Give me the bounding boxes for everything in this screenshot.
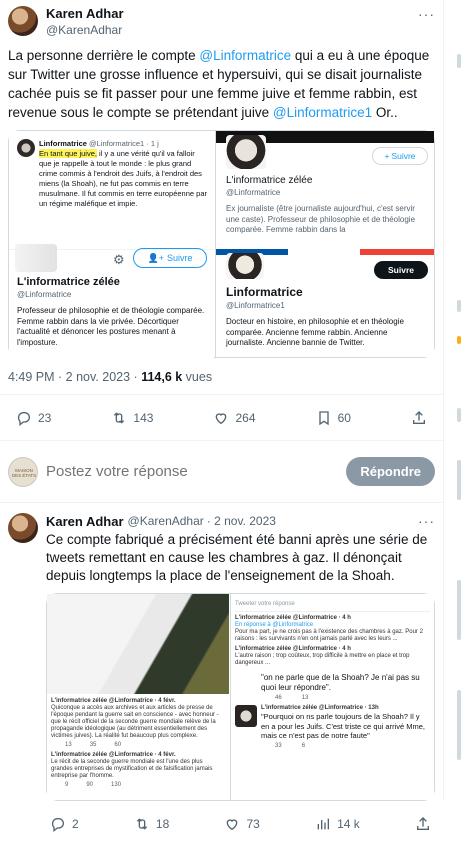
bookmark-icon — [316, 410, 332, 426]
retweet-icon — [134, 816, 150, 832]
tweet-text-part: qui a eu à une époque sur Twitter une grosse influence et hypersuivi, qui se disait journaliste cachée puis se fit passer pour une femme juive et femme rabbin, est revenue sous le compte se prétendant juive — [8, 48, 430, 120]
profile-bio-left: Professeur de philosophie et de théologie comparée. Femme rabbin dans la vie privée. Décortiquer l'actualité et dénoncer les postures menant à l'imposture. — [17, 306, 205, 347]
media-left-tweet2-stats — [65, 782, 225, 789]
like-action[interactable] — [213, 410, 255, 426]
reply-input[interactable] — [46, 463, 346, 480]
profile-bio-right-top: Ex journaliste (être journaliste aujourd'hui, c'est servir une caste). Professeur de philosophie et de théologie comparée. Femme rabbin dans la — [226, 204, 416, 234]
profile-name-right-top: L'informatrice zélée — [226, 175, 313, 186]
reply-tweet — [0, 503, 443, 847]
sidebar-fragment — [457, 336, 461, 344]
profile-avatar-right-bottom — [226, 253, 264, 279]
follow-button-left[interactable] — [133, 248, 207, 268]
media-left-tweet1-text: Quiconque a accès aux archives et aux articles de presse de l'époque pendant la guerre sait en conscience - avec honneur - que le récit officiel de la seconde guerre mondiale relève de la propagande idéologique (au détriment essentiellement des victimes juives). La réalité fut beaucoup plus complexe. — [51, 705, 219, 739]
mention-link[interactable]: @Linformatrice — [199, 48, 292, 63]
share-icon — [411, 410, 427, 426]
bookmark-count: 60 — [337, 410, 351, 425]
reply-count: 2 — [72, 817, 79, 831]
retweet-count: 143 — [133, 410, 154, 425]
reply-author-avatar[interactable] — [8, 513, 38, 543]
media-left-tweet1-header: L'informatrice zélée @Linformatrice · 4 févr. — [51, 698, 176, 704]
tweet-image[interactable] — [8, 130, 435, 358]
avatar-logo-text: MAISON DES ÉTATS — [11, 467, 37, 478]
author-name[interactable]: Karen Adhar — [46, 6, 124, 21]
author-avatar[interactable] — [8, 6, 38, 36]
profile-handle-left: @Linformatrice — [17, 290, 72, 299]
media-right-t1-sub: En réponse à @Linformatrice — [235, 622, 314, 628]
stat: 13 — [65, 742, 72, 748]
profile-card-left — [9, 249, 214, 359]
stat: 90 — [86, 782, 94, 788]
reply-image[interactable] — [46, 593, 435, 801]
views-action[interactable] — [315, 816, 360, 832]
bookmark-action[interactable] — [316, 410, 351, 426]
quoted-avatar — [17, 139, 35, 157]
share-icon — [415, 816, 431, 832]
share-action[interactable] — [415, 816, 431, 832]
retweet-action[interactable] — [134, 816, 169, 832]
retweet-action[interactable] — [111, 410, 153, 426]
stat: 35 — [89, 742, 97, 748]
media-left-tweets — [47, 694, 229, 800]
stat: 6 — [301, 742, 306, 749]
profile-bio-right-bottom: Docteur en histoire, en philosophie et en théologie comparée. Ancienne femme rabbin. Ancienne journaliste. Ancienne bannie de Twitter. — [226, 317, 404, 347]
share-action[interactable] — [411, 410, 427, 426]
reply-tweet-body — [46, 513, 435, 847]
reply-icon — [16, 410, 32, 426]
add-user-icon: + — [384, 151, 390, 161]
tweet-text-part: La personne derrière le compte — [8, 48, 200, 63]
media-right-t1-text: Pour ma part, je ne crois pas à l'existence des chambres à gaz. Pour 2 raisons : les survivants n'en ont jamais parlé avec les leurs ... — [235, 629, 423, 642]
mention-link[interactable]: @Linformatrice1 — [272, 105, 373, 120]
like-count: 264 — [235, 410, 256, 425]
follow-button-right-top[interactable] — [372, 147, 428, 165]
stat: 60 — [114, 742, 122, 748]
views-label: vues — [182, 370, 213, 384]
reply-composer — [0, 441, 443, 503]
media-quote1: "on ne parle que de la Shoah? Je n'ai pas su quoi leur répondre". — [261, 673, 420, 692]
reply-tweet-text: Ce compte fabriqué a précisément été banni après une série de tweets remettant en cause les chambres à gaz. Il dénonçait depuis longtemps la place de l'enseignement de la Shoah. — [46, 532, 428, 583]
reply-date[interactable]: · 2 nov. 2023 — [206, 514, 276, 528]
user-avatar[interactable] — [8, 457, 38, 487]
profile-card-right-bottom — [215, 249, 434, 357]
views-chart-icon — [315, 816, 331, 832]
quoted-handle: @Linformatrice1 · 1 j — [89, 139, 159, 148]
follow-label: Suivre — [391, 151, 416, 161]
main-tweet-actions — [0, 395, 443, 441]
stat: 13 — [301, 695, 309, 701]
quoted-name: Linformatrice — [39, 139, 87, 148]
media-right-t1-header: L'informatrice zélée @Linformatrice · 4 h — [235, 615, 351, 621]
media-quote2-stats — [275, 743, 430, 750]
sidebar-fragment — [457, 54, 461, 68]
profile-handle-right-bottom: @Linformatrice1 — [226, 301, 285, 310]
reply-author-handle[interactable]: @KarenAdhar — [127, 514, 204, 528]
media-right-t2-text: L'autre raison ; trop coûteux, trop difficile à mettre en place et trop dangereux ... — [235, 653, 410, 666]
heart-icon — [213, 410, 229, 426]
sidebar-fragment — [457, 408, 461, 422]
follow-button-right-bottom[interactable]: Suivre — [374, 261, 428, 279]
media-left-tweet1-stats — [65, 742, 225, 749]
profile-card-right-top — [215, 131, 434, 261]
quoted-text: il y a une vérité qu'il va falloir que je rappelle à tout le monde : le plus grand crime commis à l'endroit des Juifs, à l'endroit des miens (la Shoah), ne fut pas commis en terre musulmane. Il fut commis en terre européenne par un régime maléfique et impie. — [39, 148, 207, 208]
stat: 9 — [65, 782, 69, 788]
media-left-tweet2-header: L'informatrice zélée @Linformatrice · 4 févr. — [51, 752, 176, 758]
sidebar-fragment — [457, 460, 461, 500]
more-options-icon[interactable]: ··· — [418, 513, 435, 529]
quoted-highlight: En tant que juive, — [39, 148, 97, 158]
like-count: 73 — [246, 817, 260, 831]
views-count: 114,6 k — [141, 370, 183, 384]
reply-author-name[interactable]: Karen Adhar — [46, 513, 124, 529]
media-reply-placeholder: Tweeter votre réponse — [235, 598, 430, 612]
media-photo — [47, 594, 229, 694]
add-user-icon: 👤+ — [147, 252, 164, 263]
reply-icon — [50, 816, 66, 832]
media-right-tweets — [230, 594, 434, 800]
reply-count: 23 — [38, 410, 52, 425]
media-quote2: "Pourquoi on ns parle toujours de la Shoah? Il y en a pour les Juifs. C'est triste ce qui arrivé Mme, mais ce n'est pas de notre faute" — [261, 712, 425, 740]
stat: 33 — [275, 742, 282, 749]
gear-icon[interactable]: ⚙ — [113, 252, 125, 267]
profile-avatar-right-top — [226, 135, 266, 169]
stat: 46 — [275, 695, 282, 701]
quoted-tweet-screenshot — [9, 131, 214, 249]
like-action[interactable] — [224, 816, 259, 832]
author-names — [46, 6, 124, 38]
sidebar-fragment — [457, 690, 461, 760]
reply-action[interactable] — [16, 410, 51, 426]
stat: 130 — [111, 782, 122, 788]
media-quote1-stats — [275, 695, 430, 702]
media-left-tweet2-text: Le récit de la seconde guerre mondiale est l'une des plus grandes entreprises de mystification et de falsification jamais entreprise par l'homme. — [51, 759, 213, 779]
right-sidebar-edge — [445, 0, 461, 800]
author-handle[interactable]: @KarenAdhar — [46, 23, 123, 37]
profile-handle-right-top: @Linformatrice — [226, 188, 281, 197]
profile-name-right-bottom: Linformatrice — [226, 285, 303, 299]
reply-action[interactable] — [50, 816, 79, 832]
main-tweet-header — [0, 0, 443, 38]
sidebar-fragment — [457, 300, 461, 312]
heart-icon — [224, 816, 240, 832]
views-count: 14 k — [337, 817, 360, 831]
media-quote2-header: L'informatrice zélée @Linformatrice · 13h — [261, 705, 379, 711]
tweet-meta — [0, 358, 443, 395]
follow-label: Suivre — [166, 253, 193, 263]
reply-tweet-actions — [46, 801, 435, 847]
retweet-icon — [111, 410, 127, 426]
profile-name-left: L'informatrice zélée — [17, 276, 120, 288]
tweet-timestamp[interactable]: 4:49 PM · 2 nov. 2023 · — [8, 370, 142, 384]
media-quote2-avatar — [235, 705, 257, 727]
tweet-text-part: Or.. — [372, 105, 398, 120]
sidebar-fragment — [457, 580, 461, 640]
retweet-count: 18 — [155, 817, 170, 831]
main-tweet-text — [0, 46, 443, 122]
media-right-t2-header: L'informatrice zélée @Linformatrice · 4 h — [235, 646, 351, 652]
profile-avatar-left — [15, 244, 57, 272]
more-options-icon[interactable]: ··· — [418, 6, 435, 22]
reply-button[interactable]: Répondre — [346, 457, 435, 486]
